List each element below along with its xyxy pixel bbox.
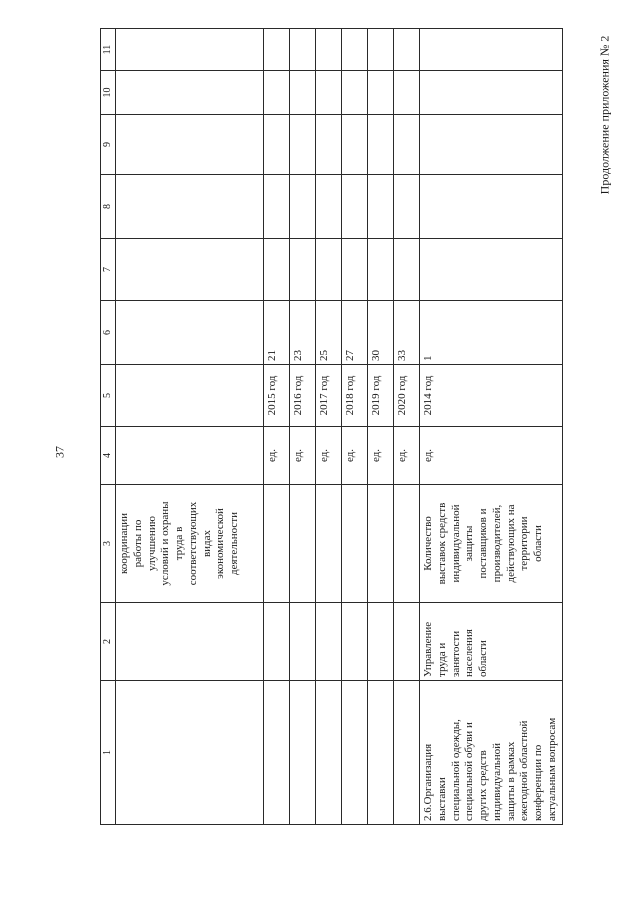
rotated-table-wrapper xyxy=(100,28,563,825)
table-cell xyxy=(290,71,316,115)
table-cell xyxy=(290,175,316,239)
table-row xyxy=(342,29,368,825)
plan-table xyxy=(100,28,563,825)
table-cell xyxy=(342,115,368,175)
activity-name: 2.6.Организация выставки специальной одежды, специальной обуви и других средств индивидуальной защиты в рамках ежегодной областной конференции по актуальным вопросам xyxy=(420,681,563,825)
table-cell xyxy=(342,175,368,239)
table-cell xyxy=(290,485,316,603)
table-cell xyxy=(316,29,342,71)
table-cell xyxy=(342,239,368,301)
table-cell xyxy=(316,603,342,681)
table-row xyxy=(420,29,563,825)
value-cell: 33 xyxy=(394,301,420,365)
header-cell: 11 xyxy=(101,29,116,71)
unit-cell: ед. xyxy=(264,427,290,485)
table-row xyxy=(116,29,264,825)
table-cell xyxy=(394,175,420,239)
table-cell xyxy=(394,603,420,681)
table-cell xyxy=(264,239,290,301)
unit-cell: ед. xyxy=(290,427,316,485)
table-cell xyxy=(342,681,368,825)
table-cell xyxy=(116,71,264,115)
table-cell xyxy=(394,29,420,71)
year-cell: 2014 год xyxy=(420,365,563,427)
table-cell xyxy=(316,485,342,603)
table-cell xyxy=(116,427,264,485)
table-cell xyxy=(342,29,368,71)
value-cell: 21 xyxy=(264,301,290,365)
table-row xyxy=(264,29,290,825)
header-cell: 2 xyxy=(101,603,116,681)
table-cell xyxy=(368,485,394,603)
indicator-name: Количество выставок средств индивидуальной защиты поставщиков и производителей, действующих на территории области xyxy=(420,485,563,603)
table-cell xyxy=(368,71,394,115)
table-cell xyxy=(342,71,368,115)
value-cell: 30 xyxy=(368,301,394,365)
table-cell xyxy=(368,29,394,71)
table-cell xyxy=(394,681,420,825)
table-cell xyxy=(116,115,264,175)
year-cell: 2018 год xyxy=(342,365,368,427)
table-cell xyxy=(368,681,394,825)
table-cell xyxy=(116,301,264,365)
table-cell xyxy=(290,115,316,175)
value-cell: 25 xyxy=(316,301,342,365)
value-cell: 27 xyxy=(342,301,368,365)
header-cell: 1 xyxy=(101,681,116,825)
table-cell xyxy=(290,29,316,71)
table-cell xyxy=(420,175,563,239)
table-cell xyxy=(290,239,316,301)
responsible-body: Управление труда и занятости населения области xyxy=(420,603,563,681)
table-cell xyxy=(116,175,264,239)
rotated-table-frame xyxy=(100,28,558,824)
table-cell xyxy=(420,239,563,301)
header-cell: 9 xyxy=(101,115,116,175)
unit-cell: ед. xyxy=(394,427,420,485)
appendix-note: Продолжение приложения № 2 xyxy=(597,35,612,195)
unit-cell: ед. xyxy=(420,427,563,485)
table-cell xyxy=(316,681,342,825)
header-cell: 6 xyxy=(101,301,116,365)
table-cell xyxy=(394,71,420,115)
table-row xyxy=(290,29,316,825)
year-cell: 2015 год xyxy=(264,365,290,427)
table-cell xyxy=(264,603,290,681)
table-cell xyxy=(394,485,420,603)
table-cell xyxy=(116,29,264,71)
table-cell xyxy=(342,485,368,603)
table-row xyxy=(316,29,342,825)
table-cell xyxy=(316,175,342,239)
unit-cell: ед. xyxy=(316,427,342,485)
header-cell: 10 xyxy=(101,71,116,115)
table-cell xyxy=(116,365,264,427)
table-cell xyxy=(394,115,420,175)
table-cell xyxy=(290,681,316,825)
header-row xyxy=(101,29,116,825)
header-cell: 5 xyxy=(101,365,116,427)
table-cell xyxy=(264,71,290,115)
table-cell xyxy=(116,239,264,301)
table-cell xyxy=(342,603,368,681)
value-cell: 23 xyxy=(290,301,316,365)
table-cell xyxy=(264,175,290,239)
table-cell xyxy=(368,239,394,301)
header-cell: 3 xyxy=(101,485,116,603)
table-cell xyxy=(264,29,290,71)
table-cell xyxy=(420,29,563,71)
table-row xyxy=(394,29,420,825)
table-cell xyxy=(368,175,394,239)
table-cell xyxy=(420,115,563,175)
unit-cell: ед. xyxy=(342,427,368,485)
table-cell xyxy=(316,239,342,301)
table-cell xyxy=(290,603,316,681)
year-cell: 2019 год xyxy=(368,365,394,427)
header-cell: 4 xyxy=(101,427,116,485)
year-cell: 2017 год xyxy=(316,365,342,427)
table-row xyxy=(368,29,394,825)
table-cell xyxy=(316,115,342,175)
table-cell xyxy=(264,485,290,603)
table-cell xyxy=(420,71,563,115)
table-cell xyxy=(316,71,342,115)
table-cell xyxy=(264,115,290,175)
value-cell: 1 xyxy=(420,301,563,365)
year-cell: 2020 год xyxy=(394,365,420,427)
header-cell: 7 xyxy=(101,239,116,301)
table-cell xyxy=(368,603,394,681)
indicator-name: координации работы по улучшению условий и охраны труда в соответствующих видах экономической деятельности xyxy=(116,485,264,603)
header-cell: 8 xyxy=(101,175,116,239)
table-cell xyxy=(116,681,264,825)
table-cell xyxy=(368,115,394,175)
year-cell: 2016 год xyxy=(290,365,316,427)
page-number: 37 xyxy=(52,446,67,458)
table-cell xyxy=(264,681,290,825)
table-cell xyxy=(116,603,264,681)
table-cell xyxy=(394,239,420,301)
unit-cell: ед. xyxy=(368,427,394,485)
